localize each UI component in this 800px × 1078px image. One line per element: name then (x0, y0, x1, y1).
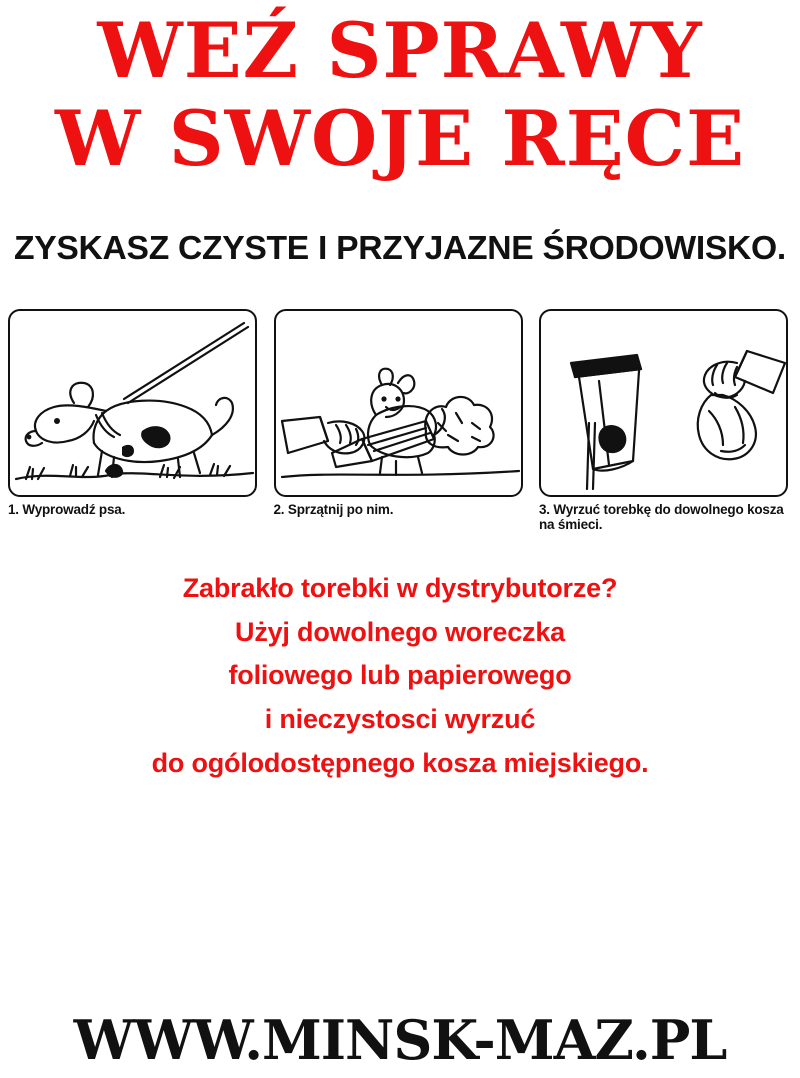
message-line-2: Użyj dowolnego woreczka (235, 616, 565, 647)
message-line-5: do ogólodostępnego kosza miejskiego. (151, 747, 649, 778)
message-line-3: foliowego lub papierowego (228, 660, 572, 691)
step-3-caption: 3. Wyrzuć torebkę do dowolnego kosza na śmieci. (539, 501, 784, 533)
message-line-1: Zabrakło torebki w dystrybutorze? (182, 572, 618, 603)
hand-scooping-waste-icon (274, 309, 523, 497)
step-1-caption: 1. Wyprowadź psa. (8, 501, 126, 517)
message-block (0, 567, 800, 786)
message-line-4: i nieczystosci wyrzuć (264, 704, 536, 735)
step-3 (539, 309, 792, 533)
steps-row (0, 309, 800, 533)
headline-line-2: W SWOJE RĘCE (54, 94, 746, 184)
headline-line-1: WEŹ SPRAWY (97, 6, 703, 95)
hand-throwing-bag-into-bin-icon (539, 309, 788, 497)
step-2-caption: 2. Sprzątnij po nim. (273, 501, 394, 517)
website-url: WWW.MINSK-MAZ.PL (73, 1008, 727, 1072)
step-2 (274, 309, 527, 533)
subheadline: ZYSKASZ CZYSTE I PRZYJAZNE ŚRODOWISKO. (14, 228, 786, 266)
step-1 (8, 309, 261, 533)
dog-on-leash-icon (8, 309, 257, 497)
